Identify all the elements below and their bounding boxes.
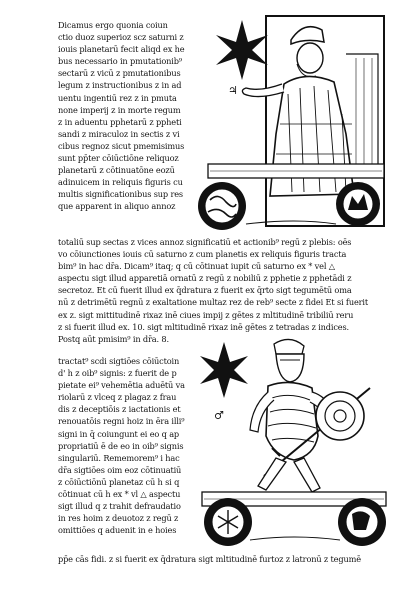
text-line: multis significationibus sup res [58, 189, 183, 200]
text-line: riolarū z vlceq z plagaz z frau [58, 392, 177, 403]
text-line: in res hoim z deuotoz z regū z [58, 513, 179, 524]
text-line: ctio duoz superioz scz saturni z [58, 32, 184, 43]
text-line: secretoz. Et cū fuerit illud ex q̄dratura z fuerit ex q̄rto sigt tegumētū oma [58, 285, 352, 296]
text-line: bim⁹ in hac dr̄a. Dicam⁹ itaq; q cū cōtinuat iupit cū saturno ex * vel △ [58, 261, 335, 272]
text-line: sunt pp̄ter cōiūctiōne reliquoz [58, 153, 179, 164]
text-line: sandi z miraculoz in sectis z vi [58, 128, 180, 139]
text-line: Dicamus ergo quonia coiun [58, 20, 168, 30]
text-line: dis z deceptiōis z iactationis et [58, 404, 181, 415]
text-line: none imperij z in morte regum [58, 104, 181, 115]
text-line: iouis planetarū fecit aliqd ex he [58, 44, 185, 55]
mars-symbol: ♂ [214, 409, 224, 422]
text-line: cōtinuat cū h ex * vl △ aspectu [58, 489, 181, 500]
text-line: uentu ingentiū rez z in pmuta [58, 92, 177, 103]
text-line: z in aduentu pphetarū z ppheti [58, 116, 182, 127]
text-line-bottom: pp̄e cās fidi. z si fuerit ex q̄dratura sigt mltitudinē furtoz z latronū z tegumē [58, 554, 361, 564]
text-line: cibus regnoz sicut pmemisimus [58, 140, 185, 151]
text-line: adinuicem in reliquis figuris cu [58, 177, 183, 188]
text-line: ex z. sigt mittitudinē rixaz inē ciues impij z gētes z mltitudinē tribiliū reru [58, 309, 354, 320]
text-line: bus necessario in pmutationib⁹ [58, 56, 182, 67]
text-line: sigt illud q z trahit defraudatio [58, 501, 181, 512]
text-block-lower-left [58, 355, 198, 536]
text-line: vo cōiunctiones iouis cū saturno z cum planetis ex reliquis figuris tracta [58, 249, 347, 260]
text-line: totaliū sup sectas z vices annoz significatiū et actionib⁹ regū z plebis: oēs [58, 237, 352, 247]
text-line: que apparent in aliquo annoz [58, 201, 176, 212]
text-line: z cōiūctiōnū planetaz cū h si q [58, 476, 180, 487]
jupiter-symbol: ♃ [228, 84, 238, 97]
woodcut-jupiter [196, 14, 388, 236]
text-block-middle [58, 236, 392, 345]
star-icon [216, 20, 268, 80]
text-line: pietate ei⁹ vehemētia aduētū va [58, 380, 185, 391]
text-line: legum z instructionibus z in ad [58, 80, 182, 91]
text-line: omittiōes q aduenit in e hoies [58, 525, 177, 536]
text-line: propriatiū ē de eo in oib⁹ signis [58, 440, 184, 451]
text-line: z si fuerit illud ex. 10. sigt mltitudinē rixaz inē gētes z tetradas z indices. [58, 321, 349, 332]
text-line: Postq aūt pmisim⁹ in dr̄a. 8. [58, 333, 169, 344]
star-icon [200, 342, 248, 398]
text-line: d' h z oib⁹ signis: z fuerit de p [58, 368, 177, 379]
text-line: tractat⁹ scdi sigtiōes cōiūctoin [58, 356, 180, 366]
text-line: aspectu sigt illud apparetiā ornatū z regū z nobiliū z pphetie z pphetādi z [58, 273, 352, 284]
text-line: dr̄a sigtiōes oim eoz cōtinuatiū [58, 464, 182, 475]
text-line: planetarū z cōtinuatōne eozū [58, 165, 175, 176]
text-line: sectarū z vicū z pmutationibus [58, 68, 181, 79]
text-line: signi in q̄ coiungunt ei eo q ap [58, 428, 180, 439]
text-line: renouatōis regni hoiz in ēra illi⁹ [58, 416, 185, 427]
text-line: singulariū. Rememorem⁹ i hac [58, 452, 180, 463]
text-line: nū z detrimētū regnū z exaltatione multaz rez de reb⁹ secte z fidei Et si fuerit [58, 297, 369, 308]
woodcut-mars [194, 336, 390, 550]
